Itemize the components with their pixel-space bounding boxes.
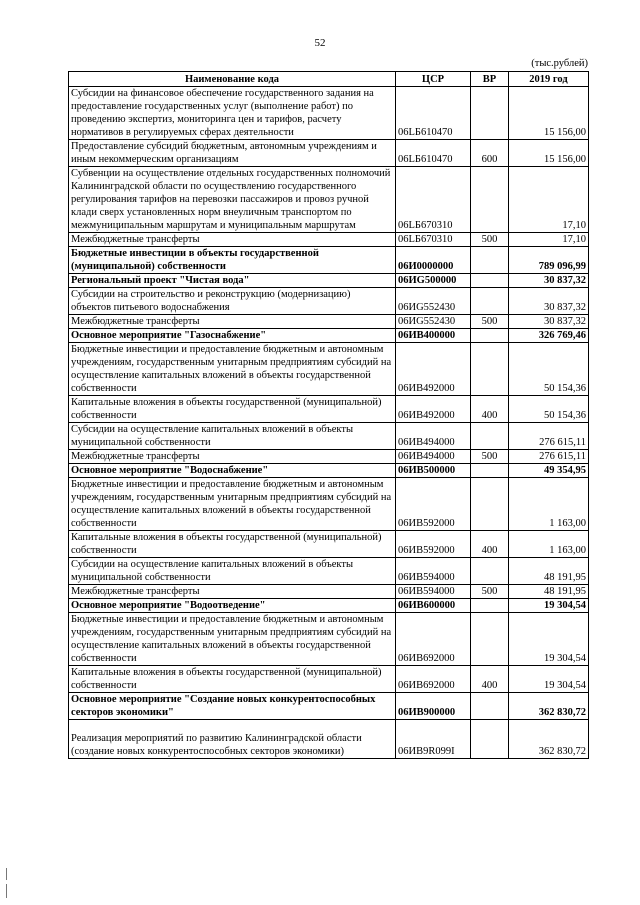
table-row xyxy=(69,315,589,329)
budget-table xyxy=(68,71,589,759)
row-vr: 500 xyxy=(471,233,509,247)
table-row xyxy=(69,167,589,233)
row-csr: 06LБ670310 xyxy=(396,167,471,233)
row-name: Региональный проект "Чистая вода" xyxy=(69,274,396,288)
row-vr xyxy=(471,288,509,315)
row-amount: 15 156,00 xyxy=(509,87,589,140)
row-name: Субсидии на строительство и реконструкцию (модернизацию) объектов питьевого водоснабжения xyxy=(69,288,396,315)
row-amount: 326 769,46 xyxy=(509,329,589,343)
row-amount: 19 304,54 xyxy=(509,666,589,693)
row-name: Основное мероприятие "Водоснабжение" xyxy=(69,464,396,478)
row-vr xyxy=(471,274,509,288)
row-name: Реализация мероприятий по развитию Калининградской области (создание новых конкурентоспособных секторов экономики) xyxy=(69,720,396,759)
row-name: Бюджетные инвестиции в объекты государственной (муниципальной) собственности xyxy=(69,247,396,274)
row-vr xyxy=(471,464,509,478)
row-csr: 06ИВ900000 xyxy=(396,693,471,720)
row-name: Субсидии на осуществление капитальных вложений в объекты муниципальной собственности xyxy=(69,423,396,450)
row-amount: 362 830,72 xyxy=(509,720,589,759)
row-csr: 06LБ610470 xyxy=(396,140,471,167)
row-amount: 30 837,32 xyxy=(509,274,589,288)
row-name: Капитальные вложения в объекты государственной (муниципальной) собственности xyxy=(69,531,396,558)
row-vr: 500 xyxy=(471,450,509,464)
row-csr: 06ИВ594000 xyxy=(396,585,471,599)
table-body xyxy=(69,87,589,759)
row-name: Субсидии на финансовое обеспечение государственного задания на предоставление государственных услуг (выполнение работ) по проведению экспертиз, мониторинга цен и тарифов, расчету нормативов в регулируемых сферах деятельности xyxy=(69,87,396,140)
row-csr: 06ИВ500000 xyxy=(396,464,471,478)
row-name: Предоставление субсидий бюджетным, автономным учреждениям и иным некоммерческим организациям xyxy=(69,140,396,167)
table-row xyxy=(69,531,589,558)
row-vr: 400 xyxy=(471,396,509,423)
row-csr: 06И0000000 xyxy=(396,247,471,274)
row-csr: 06ИВ492000 xyxy=(396,396,471,423)
table-row xyxy=(69,464,589,478)
row-csr: 06ИG500000 xyxy=(396,274,471,288)
header-csr: ЦСР xyxy=(396,72,471,87)
row-vr xyxy=(471,478,509,531)
table-row xyxy=(69,140,589,167)
row-name: Бюджетные инвестиции и предоставление бюджетным и автономным учреждениям, государственным унитарным предприятиям субсидий на осуществление капитальных вложений в объекты государственной собственности xyxy=(69,343,396,396)
row-name: Межбюджетные трансферты xyxy=(69,233,396,247)
row-csr: 06ИВ592000 xyxy=(396,531,471,558)
table-row xyxy=(69,274,589,288)
row-vr: 500 xyxy=(471,315,509,329)
table-row xyxy=(69,343,589,396)
row-csr: 06ИВ594000 xyxy=(396,558,471,585)
page-number: 52 xyxy=(314,37,326,49)
row-name: Межбюджетные трансферты xyxy=(69,585,396,599)
row-amount: 30 837,32 xyxy=(509,315,589,329)
row-vr xyxy=(471,247,509,274)
row-vr xyxy=(471,343,509,396)
row-csr: 06ИВ492000 xyxy=(396,343,471,396)
table-row xyxy=(69,87,589,140)
row-csr: 06ИG552430 xyxy=(396,315,471,329)
row-name: Капитальные вложения в объекты государственной (муниципальной) собственности xyxy=(69,666,396,693)
table-row xyxy=(69,288,589,315)
row-vr xyxy=(471,558,509,585)
row-name: Основное мероприятие "Водоотведение" xyxy=(69,599,396,613)
row-amount: 362 830,72 xyxy=(509,693,589,720)
row-amount: 49 354,95 xyxy=(509,464,589,478)
row-vr: 400 xyxy=(471,531,509,558)
row-name: Бюджетные инвестиции и предоставление бюджетным и автономным учреждениям, государственным унитарным предприятиям субсидий на осуществление капитальных вложений в объекты государственной собственности xyxy=(69,478,396,531)
table-row xyxy=(69,450,589,464)
row-vr xyxy=(471,423,509,450)
row-amount: 48 191,95 xyxy=(509,585,589,599)
row-amount: 1 163,00 xyxy=(509,531,589,558)
row-amount: 19 304,54 xyxy=(509,613,589,666)
row-csr: 06ИВ692000 xyxy=(396,613,471,666)
row-amount: 50 154,36 xyxy=(509,343,589,396)
table-row xyxy=(69,558,589,585)
table-header-row xyxy=(69,72,589,87)
row-amount: 15 156,00 xyxy=(509,140,589,167)
row-vr xyxy=(471,613,509,666)
row-amount: 276 615,11 xyxy=(509,423,589,450)
row-csr: 06ИВ494000 xyxy=(396,423,471,450)
row-csr: 06ИВ9R099I xyxy=(396,720,471,759)
table-row xyxy=(69,478,589,531)
table-row xyxy=(69,599,589,613)
table-row xyxy=(69,666,589,693)
margin-mark xyxy=(6,884,7,898)
row-csr: 06LБ670310 xyxy=(396,233,471,247)
row-vr xyxy=(471,693,509,720)
row-amount: 1 163,00 xyxy=(509,478,589,531)
row-csr: 06ИВ494000 xyxy=(396,450,471,464)
row-vr xyxy=(471,87,509,140)
row-amount: 17,10 xyxy=(509,233,589,247)
row-csr: 06ИG552430 xyxy=(396,288,471,315)
row-name: Субсидии на осуществление капитальных вложений в объекты муниципальной собственности xyxy=(69,558,396,585)
row-name: Капитальные вложения в объекты государственной (муниципальной) собственности xyxy=(69,396,396,423)
unit-note: (тыс.рублей) xyxy=(531,58,588,69)
row-name: Межбюджетные трансферты xyxy=(69,315,396,329)
row-vr xyxy=(471,599,509,613)
table-row xyxy=(69,720,589,759)
row-vr: 600 xyxy=(471,140,509,167)
row-csr: 06ИВ692000 xyxy=(396,666,471,693)
table-row xyxy=(69,423,589,450)
row-amount: 30 837,32 xyxy=(509,288,589,315)
row-vr: 500 xyxy=(471,585,509,599)
row-amount: 48 191,95 xyxy=(509,558,589,585)
row-name: Межбюджетные трансферты xyxy=(69,450,396,464)
table-row xyxy=(69,613,589,666)
row-amount: 50 154,36 xyxy=(509,396,589,423)
row-csr: 06ИВ400000 xyxy=(396,329,471,343)
table-row xyxy=(69,233,589,247)
row-vr: 400 xyxy=(471,666,509,693)
row-amount: 276 615,11 xyxy=(509,450,589,464)
row-name: Субвенции на осуществление отдельных государственных полномочий Калининградской области по осуществлению государственного регулирования тарифов на перевозки пассажиров и провоз ручной клади сверх установленных норм внеуличным транспортом по межмуниципальным маршрутам и муниципальным маршрутам xyxy=(69,167,396,233)
row-amount: 17,10 xyxy=(509,167,589,233)
header-vr: ВР xyxy=(471,72,509,87)
row-name: Основное мероприятие "Газоснабжение" xyxy=(69,329,396,343)
table-row xyxy=(69,329,589,343)
table-row xyxy=(69,396,589,423)
row-vr xyxy=(471,167,509,233)
margin-mark xyxy=(6,868,7,880)
row-vr xyxy=(471,720,509,759)
row-name: Основное мероприятие "Создание новых конкурентоспособных секторов экономики" xyxy=(69,693,396,720)
row-csr: 06LБ610470 xyxy=(396,87,471,140)
table-row xyxy=(69,247,589,274)
row-vr xyxy=(471,329,509,343)
table-row xyxy=(69,585,589,599)
row-amount: 789 096,99 xyxy=(509,247,589,274)
row-name: Бюджетные инвестиции и предоставление бюджетным и автономным учреждениям, государственным унитарным предприятиям субсидий на осуществление капитальных вложений в объекты государственной собственности xyxy=(69,613,396,666)
row-amount: 19 304,54 xyxy=(509,599,589,613)
header-name: Наименование кода xyxy=(69,72,396,87)
header-year: 2019 год xyxy=(509,72,589,87)
table-row xyxy=(69,693,589,720)
row-csr: 06ИВ600000 xyxy=(396,599,471,613)
row-csr: 06ИВ592000 xyxy=(396,478,471,531)
